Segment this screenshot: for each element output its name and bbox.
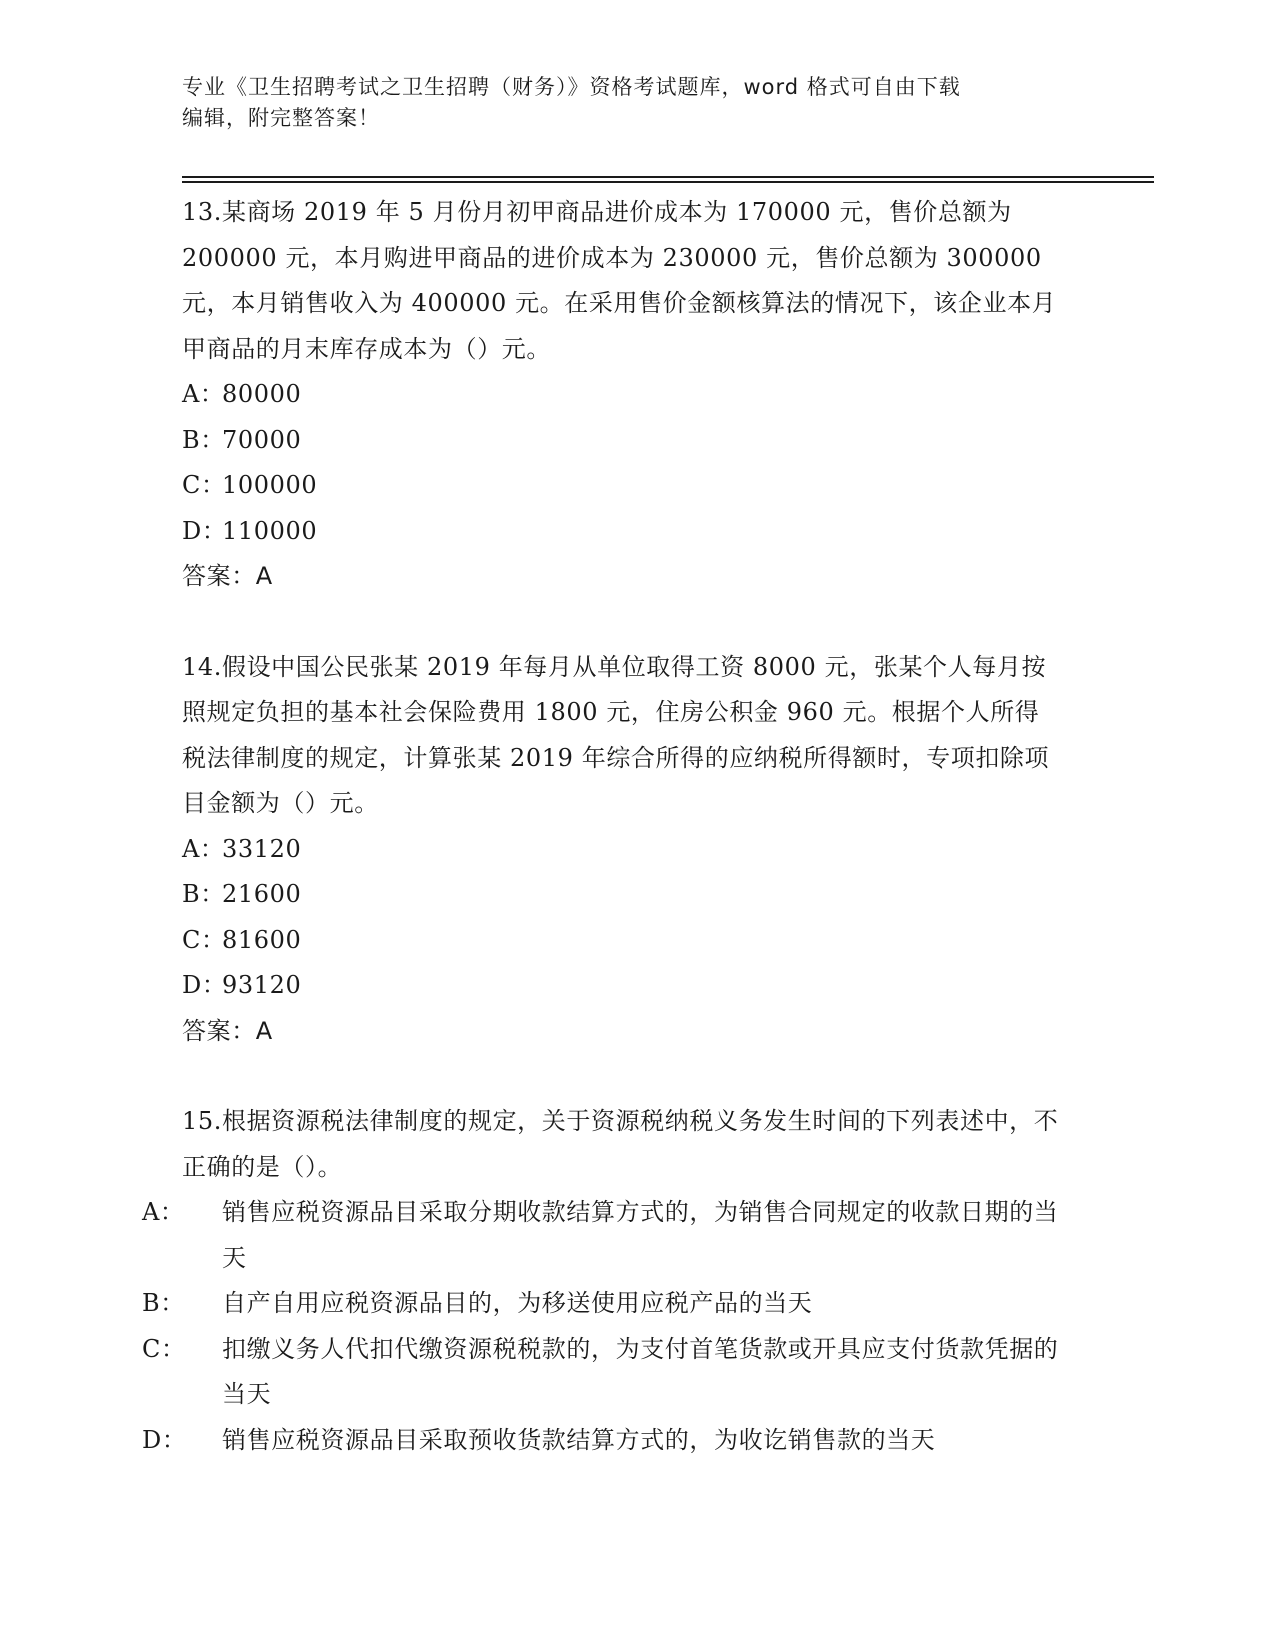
- question-spacer: [182, 600, 1062, 645]
- option-label: A：: [182, 834, 225, 863]
- option-a: [182, 372, 1062, 418]
- answer-line: 答案：A: [182, 562, 273, 590]
- option-label: D：: [142, 1425, 187, 1454]
- header-line-2: 编辑，附完整答案！: [182, 106, 380, 130]
- option-label: A：: [142, 1198, 185, 1226]
- option-label: B：: [182, 880, 225, 908]
- header-divider-bottom: [182, 181, 1154, 183]
- option-text: 93120: [222, 971, 302, 999]
- option-b: [182, 872, 1062, 918]
- option-text: 扣缴义务人代扣代缴资源税税款的，为支付首笔货款或开具应支付货款凭据的当天: [222, 1334, 1059, 1408]
- option-text: 33120: [222, 834, 302, 863]
- option-label: D：: [182, 516, 227, 545]
- question-list: [142, 190, 1062, 1463]
- document-header: [182, 72, 1062, 134]
- option-label: B：: [182, 425, 225, 454]
- question-15: [142, 1099, 1062, 1463]
- option-a: [142, 1190, 1062, 1281]
- option-b: [182, 418, 1062, 464]
- option-text: 销售应税资源品目采取分期收款结算方式的，为销售合同规定的收款日期的当天: [222, 1198, 1059, 1272]
- option-text: 80000: [222, 380, 302, 408]
- option-b: [142, 1281, 1062, 1327]
- option-text: 自产自用应税资源品目的，为移送使用应税产品的当天: [222, 1289, 813, 1317]
- question-stem: 13.某商场 2019 年 5 月份月初甲商品进价成本为 170000 元，售价总额为 200000 元，本月购进甲商品的进价成本为 230000 元，售价总额为 300000 元，本月销售收入为 400000 元。在采用售价金额核算法的情况下，该企业本月甲商品的月末库存成本为（）元。: [182, 198, 1057, 363]
- question-13: [182, 190, 1062, 600]
- header-line-1: 专业《卫生招聘考试之卫生招聘（财务）》资格考试题库，word 格式可自由下载: [182, 75, 961, 99]
- question-14: [182, 645, 1062, 1055]
- header-divider-top: [182, 176, 1154, 178]
- option-text: 70000: [222, 425, 302, 454]
- option-text: 100000: [222, 471, 318, 499]
- option-label: D：: [182, 971, 227, 999]
- option-c: [182, 918, 1062, 964]
- option-d: [142, 1418, 1062, 1464]
- question-stem: 15.根据资源税法律制度的规定，关于资源税纳税义务发生时间的下列表述中，不正确的是（）。: [182, 1107, 1059, 1181]
- option-label: C：: [182, 925, 226, 954]
- answer-line: 答案：A: [182, 1016, 273, 1045]
- option-a: [182, 827, 1062, 873]
- option-text: 销售应税资源品目采取预收货款结算方式的，为收讫销售款的当天: [222, 1425, 936, 1454]
- option-label: A：: [182, 380, 225, 408]
- question-stem: 14.假设中国公民张某 2019 年每月从单位取得工资 8000 元，张某个人每月按照规定负担的基本社会保险费用 1800 元，住房公积金 960 元。根据个人所得税法律制度的规定，计算张某 2019 年综合所得的应纳税所得额时，专项扣除项目金额为（）元。: [182, 652, 1050, 817]
- option-label: C：: [182, 471, 226, 499]
- option-c: [142, 1327, 1062, 1418]
- question-spacer: [182, 1054, 1062, 1099]
- option-label: C：: [142, 1334, 186, 1363]
- option-c: [182, 463, 1062, 509]
- option-text: 110000: [222, 516, 318, 545]
- option-d: [182, 509, 1062, 555]
- option-label: B：: [142, 1289, 185, 1317]
- option-text: 21600: [222, 880, 302, 908]
- option-text: 81600: [222, 925, 302, 954]
- option-d: [182, 963, 1062, 1009]
